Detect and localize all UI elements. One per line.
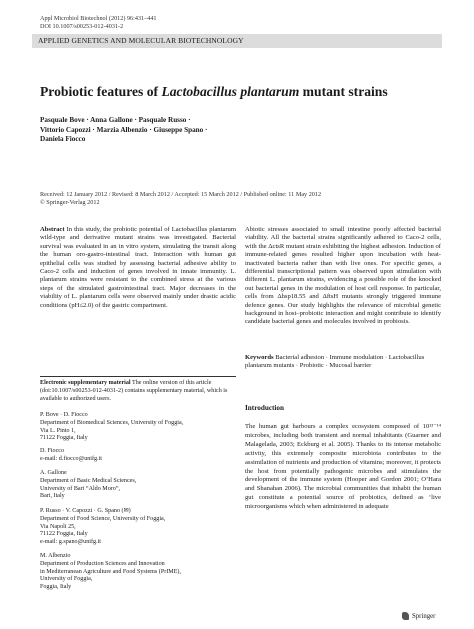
affiliation-line: D. Fiocco [40, 448, 65, 454]
affiliation-line: University of Foggia, [40, 576, 93, 583]
affiliation-line: University of Bari “Aldo Moro”, [40, 485, 121, 492]
introduction-heading: Introduction [245, 404, 285, 412]
publication-dates [40, 191, 321, 207]
affiliation-3 [40, 470, 236, 501]
affiliation-line: in Mediterranean Agriculture and Food Systems (PrIME), [40, 568, 181, 575]
publisher-logo [402, 612, 435, 620]
affiliation-line: Department of Food Science, University of Foggia, [40, 515, 166, 522]
abstract-continued-text: Abiotic stresses associated to small intestine poorly affected bacterial viability. All the bacterial strains significantly adhered to Caco-2 cells, with the ΔctsR mutant strain exhibiting the highest adhesion. Induction of immune-related genes resulted higher upon incubation with heat-inactivated bacteria rather than with live ones. For specific genes, a differential transcriptional pattern was observed upon stimulation with different L. plantarum strains, evidencing a possible role of the knocked out bacterial genes in the modulation of host cell response. In particular, cells from Δhsp18.55 and ΔftsH mutants strongly triggered immune defence genes. Our study highlights the relevance of microbial genetic background in host–probiotic interaction and might contribute to identify candidate bacterial genes and molecules involved in probiosis. [245, 226, 441, 326]
email-link[interactable]: e-mail: d.fiocco@unifg.it [40, 455, 102, 462]
springer-horse-icon [402, 612, 409, 620]
introduction-text: The human gut harbours a complex ecosystem composed of 10¹³⁻¹⁴ microbes, including both transient and normal inhabitants (Guarner and Malagelada, 2003; Eckburg et al. 2005). Thanks to its intense metabolic activity, this extremely composite microbiota contributes to the assimilation of nutrients and production of vitamins; moreover, it protects the host from potentially pathogenic microbes and stimulates the development of the immune system (Hooper and Gordon 2001; O’Hara and Shanahan 2006). The microbial communities that inhabit the human gut constitute a potential source of probiotics, defined as ‘live microorganisms which when administered in adequate [245, 423, 441, 511]
affiliation-1 [40, 412, 236, 443]
abstract-text: In this study, the probiotic potential of Lactobacillus plantarum wild-type and derivative mutant strains was investigated. Bacterial survival was evaluated in an in vitro system, simulating the transit along the human oro-gastro-intestinal tract. Interaction with human gut epithelial cells was studied by assessing bacterial adhesive ability to Caco-2 cells and induction of genes involved in innate immunity. L. plantarum strains were resistant to the combined stress at the various steps of the simulated gastrointestinal tract. Major decreases in the viability of L. plantarum cells were observed mainly under drastic acidic conditions (pH≤2.0) of the gastric compartment. [40, 226, 236, 309]
esm-label: Electronic supplementary material [40, 380, 131, 386]
affiliation-line: Department of Basic Medical Sciences, [40, 477, 137, 484]
affiliation-line: 71122 Foggia, Italy [40, 531, 88, 538]
article-title [40, 84, 388, 100]
journal-line: Appl Microbiol Biotechnol (2012) 96:431–441 [40, 15, 157, 22]
title-text-end: mutant strains [299, 84, 388, 99]
publisher-name: Springer [412, 612, 436, 620]
affiliation-4 [40, 508, 236, 547]
author-list [40, 116, 270, 145]
abstract-label: Abstract [40, 226, 65, 233]
keywords-block [245, 354, 441, 371]
affiliation-line: P. Russo · V. Capozzi · G. Spano (✉) [40, 508, 131, 514]
supplementary-note [40, 380, 236, 404]
abstract-block [40, 226, 236, 310]
affiliation-line: 71122 Foggia, Italy [40, 435, 88, 442]
doi-line: DOI 10.1007/s00253-012-4031-2 [40, 23, 124, 30]
keywords-text: Bacterial adhesion · Immune modulation · Lactobacillus plantarum mutants · Probiotic · Mucosal barrier [245, 354, 425, 370]
author-line: Pasquale Bove · Anna Gallone · Pasquale Russo · [40, 116, 191, 124]
affiliation-line: P. Bove · D. Fiocco [40, 412, 88, 418]
affiliation-line: Bari, Italy [40, 493, 65, 500]
email-link[interactable]: e-mail: g.spano@unifg.it [40, 539, 101, 546]
author-line: Daniela Fiocco [40, 135, 86, 143]
esm-text: The online version of this article (doi:10.1007/s00253-012-4031-2) contains supplementary material, which is available to authorized users. [40, 380, 228, 402]
title-text: Probiotic features of [40, 84, 162, 99]
abstract-continued [245, 226, 441, 327]
affiliation-line: A. Gallone [40, 470, 67, 476]
history-line: Received: 12 January 2012 / Revised: 8 March 2012 / Accepted: 15 March 2012 / Published online: 11 May 2012 [40, 191, 322, 198]
title-species: Lactobacillus plantarum [161, 84, 300, 99]
section-banner: APPLIED GENETICS AND MOLECULAR BIOTECHNOLOGY [32, 34, 442, 48]
affiliation-line: Via Napoli 25, [40, 523, 76, 530]
copyright-line: © Springer-Verlag 2012 [40, 199, 100, 206]
author-line: Vittorio Capozzi · Marzia Albenzio · Giuseppe Spano · [40, 125, 208, 134]
journal-citation [40, 15, 157, 31]
affiliation-line: M. Albenzio [40, 553, 71, 559]
affiliation-2 [40, 448, 236, 464]
affiliation-line: Via L. Pinto 1, [40, 427, 76, 434]
affiliation-line: Department of Production Sciences and Innovation [40, 560, 165, 567]
divider [40, 376, 236, 377]
affiliation-5 [40, 553, 236, 592]
keywords-label: Keywords [245, 354, 274, 361]
affiliation-line: Department of Biomedical Sciences, University of Foggia, [40, 419, 184, 426]
affiliation-line: Foggia, Italy [40, 584, 72, 591]
